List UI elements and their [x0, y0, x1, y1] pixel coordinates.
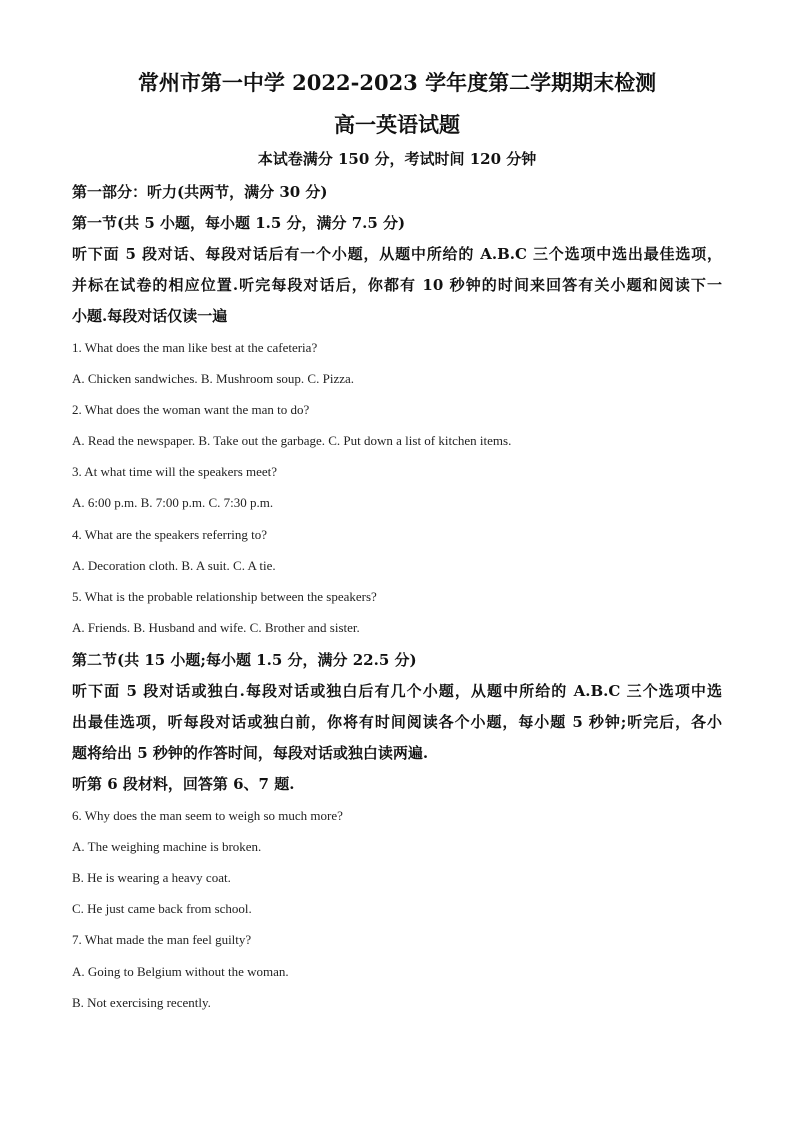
part1-heading: 第一部分：听力(共两节，满分 30 分) [72, 183, 328, 201]
question-6-option-b: B. He is wearing a heavy coat. [72, 870, 231, 885]
question-4: 4. What are the speakers referring to? [72, 527, 268, 542]
question-5: 5. What is the probable relationship between the speakers? [72, 589, 377, 604]
section2-heading: 第二节(共 15 小题;每小题 1.5 分，满分 22.5 分) [72, 651, 417, 669]
section1-instruction-line: 并标在试卷的相应位置.听完每段对话后，你都有 10 秒钟的时间来回答有关小题和阅读下一 [72, 276, 722, 294]
material-6-heading: 听第 6 段材料，回答第 6、7 题. [72, 775, 295, 793]
section2-instruction-line: 出最佳选项，听每段对话或独白前，你将有时间阅读各个小题，每小题 5 秒钟;听完后，各小 [72, 713, 722, 731]
section2-instruction-line: 题将给出 5 秒钟的作答时间，每段对话或独白读两遍. [72, 744, 429, 762]
question-7: 7. What made the man feel guilty? [72, 932, 252, 947]
question-1-options: A. Chicken sandwiches. B. Mushroom soup. C. Pizza. [72, 371, 355, 386]
exam-title: 常州市第一中学 2022-2023 学年度第二学期期末检测 [137, 70, 657, 95]
question-6: 6. Why does the man seem to weigh so much more? [72, 808, 343, 823]
question-1: 1. What does the man like best at the cafeteria? [72, 340, 318, 355]
question-4-options: A. Decoration cloth. B. A suit. C. A tie. [72, 558, 276, 573]
question-6-option-c: C. He just came back from school. [72, 901, 252, 916]
question-3-options: A. 6:00 p.m. B. 7:00 p.m. C. 7:30 p.m. [72, 495, 274, 510]
question-2-options: A. Read the newspaper. B. Take out the garbage. C. Put down a list of kitchen items. [72, 433, 512, 448]
question-5-options: A. Friends. B. Husband and wife. C. Brother and sister. [72, 620, 360, 635]
exam-info: 本试卷满分 150 分，考试时间 120 分钟 [257, 150, 537, 168]
question-2: 2. What does the woman want the man to do? [72, 402, 310, 417]
section1-instruction-line: 小题.每段对话仅读一遍 [72, 307, 228, 325]
section2-instruction-line: 听下面 5 段对话或独白.每段对话或独白后有几个小题，从题中所给的 A.B.C 三个选项中选 [72, 682, 722, 700]
question-7-option-b: B. Not exercising recently. [72, 995, 211, 1010]
question-7-option-a: A. Going to Belgium without the woman. [72, 964, 289, 979]
question-3: 3. At what time will the speakers meet? [72, 464, 278, 479]
exam-subtitle: 高一英语试题 [334, 112, 460, 137]
question-6-option-a: A. The weighing machine is broken. [72, 839, 262, 854]
section1-instruction-line: 听下面 5 段对话、每段对话后有一个小题，从题中所给的 A.B.C 三个选项中选出最佳选项， [72, 245, 722, 263]
section1-heading: 第一节(共 5 小题，每小题 1.5 分，满分 7.5 分) [72, 214, 406, 232]
